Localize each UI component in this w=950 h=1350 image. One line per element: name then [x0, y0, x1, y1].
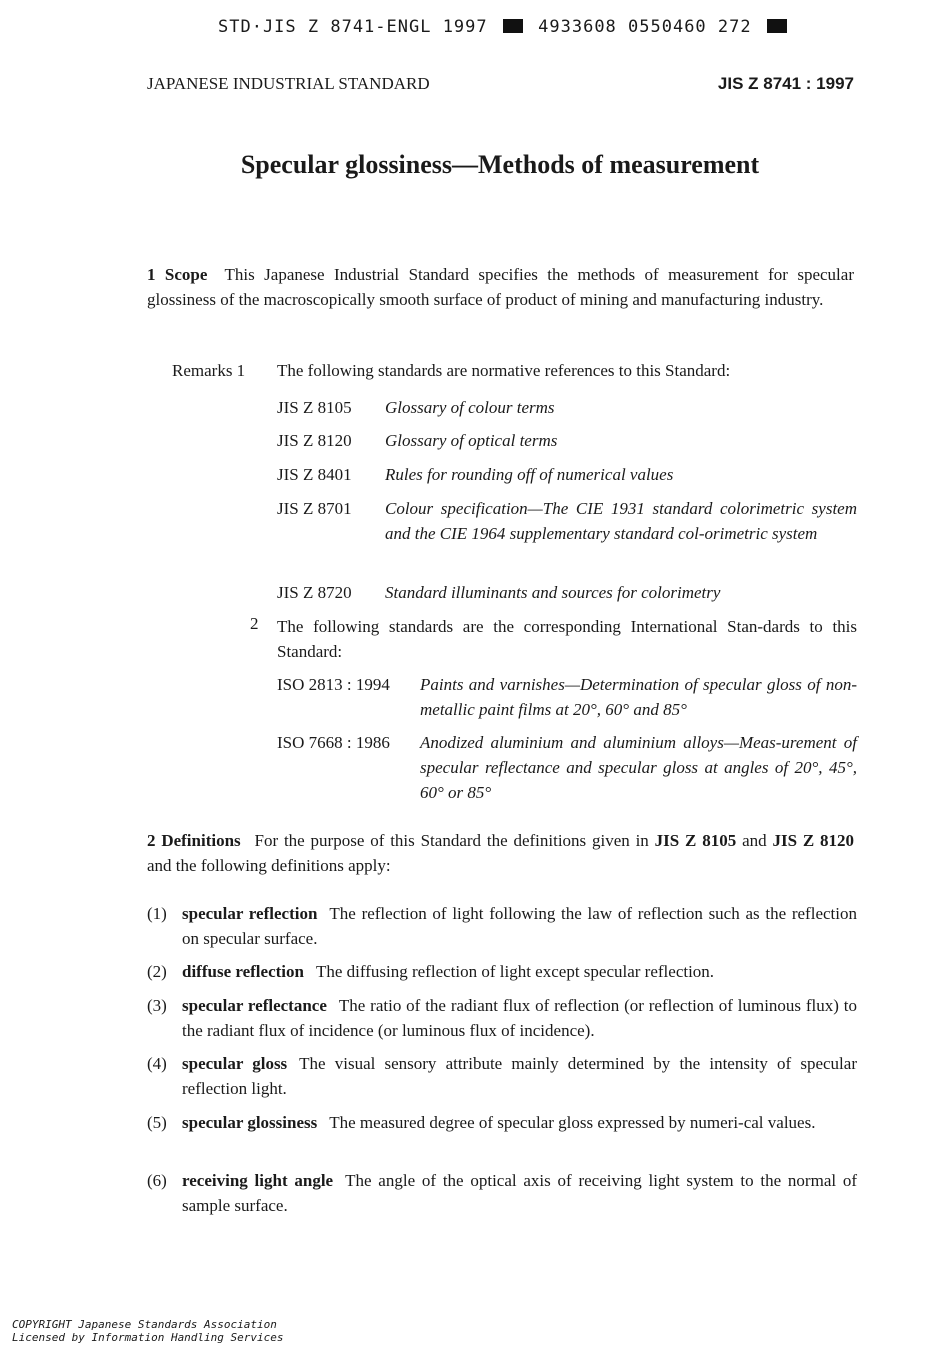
definition-text: The diffusing reflection of light except specular reflection.: [315, 962, 715, 981]
reference-title: Glossary of optical terms: [385, 431, 558, 450]
definitions-heading: 2 Definitions: [147, 831, 241, 850]
iso-title: Anodized aluminium and aluminium alloys—Meas-urement of specular reflectance and specular gloss at angles of 20°, 45°, 60° or 85°: [420, 733, 857, 802]
definition-item: [147, 901, 857, 951]
definitions-ref-a: JIS Z 8105: [654, 831, 737, 850]
remarks-2-text: The following standards are the corresponding International Stan-dards to this Standard:: [277, 617, 857, 661]
definition-term: specular glossiness: [182, 1113, 318, 1132]
definition-item: [147, 1168, 857, 1218]
stamp-block-2: [767, 19, 787, 33]
definition-term: specular gloss: [182, 1054, 288, 1073]
definition-term: specular reflectance: [182, 996, 327, 1015]
definition-text: The measured degree of specular gloss expressed by numeri-cal values.: [329, 1113, 816, 1132]
reference-title: Glossary of colour terms: [385, 398, 555, 417]
reference-code: JIS Z 8401: [277, 465, 352, 484]
footer-line-2: Licensed by Information Handling Services: [12, 1331, 284, 1344]
definition-term: receiving light angle: [182, 1171, 334, 1190]
definition-number: (1): [147, 904, 167, 923]
header-standard-label: JAPANESE INDUSTRIAL STANDARD: [147, 74, 430, 93]
definition-text: The ratio of the radiant flux of reflection (or reflection of luminous flux) to the radiant flux of incidence (or luminous flux of incidence).: [182, 996, 857, 1040]
definitions-intro-b: and: [742, 831, 767, 850]
iso-code: ISO 7668 : 1986: [277, 733, 390, 752]
reference-code: JIS Z 8105: [277, 398, 352, 417]
reference-code: JIS Z 8720: [277, 583, 352, 602]
remarks-1-text: The following standards are normative references to this Standard:: [277, 361, 731, 380]
definition-item: [147, 1110, 857, 1135]
reference-code: JIS Z 8120: [277, 431, 352, 450]
page-title: Specular glossiness—Methods of measurement: [240, 150, 760, 179]
remarks-2-number: 2: [250, 614, 259, 633]
reference-title: Standard illuminants and sources for colorimetry: [385, 583, 721, 602]
definition-number: (6): [147, 1171, 167, 1190]
iso-title: Paints and varnishes—Determination of specular gloss of non-metallic paint films at 20°, 60° and 85°: [420, 675, 857, 719]
definitions-ref-b: JIS Z 8120: [772, 831, 855, 850]
definition-term: specular reflection: [182, 904, 318, 923]
definition-number: (3): [147, 996, 167, 1015]
definitions-intro-c: and the following definitions apply:: [147, 856, 391, 875]
stamp-left: STD·JIS Z 8741-ENGL 1997: [218, 17, 488, 37]
definition-item: [147, 993, 857, 1043]
definition-item: [147, 959, 857, 984]
section-scope: [147, 262, 854, 312]
stamp-middle: 4933608 0550460 272: [538, 17, 752, 37]
definition-number: (2): [147, 962, 167, 981]
iso-code: ISO 2813 : 1994: [277, 675, 390, 694]
header-standard-number: JIS Z 8741 : 1997: [717, 74, 854, 93]
scope-heading: 1 Scope: [147, 265, 208, 284]
copyright-footer: [12, 1318, 284, 1344]
definition-term: diffuse reflection: [182, 962, 304, 981]
definitions-intro-a: For the purpose of this Standard the definitions given in: [254, 831, 649, 850]
definition-text: The visual sensory attribute mainly determined by the intensity of specular reflection light.: [182, 1054, 857, 1098]
definition-number: (5): [147, 1113, 167, 1132]
definition-item: [147, 1051, 857, 1101]
scope-text: This Japanese Industrial Standard specifies the methods of measurement for specular glossiness of the macroscopically smooth surface of product of mining and manufacturing industry.: [147, 265, 854, 309]
stamp-block-1: [503, 19, 523, 33]
reference-code: JIS Z 8701: [277, 499, 352, 518]
definition-text: The reflection of light following the law of reflection such as the reflection on specular surface.: [182, 904, 857, 948]
remarks-label: Remarks 1: [172, 361, 246, 380]
section-definitions: [147, 828, 854, 878]
footer-line-1: COPYRIGHT Japanese Standards Association: [12, 1318, 277, 1331]
document-stamp: [218, 17, 791, 37]
definition-number: (4): [147, 1054, 167, 1073]
definition-text: The angle of the optical axis of receiving light system to the normal of sample surface.: [182, 1171, 858, 1215]
reference-title: Colour specification—The CIE 1931 standard colorimetric system and the CIE 1964 supplementary standard col-orimetric system: [385, 499, 857, 543]
reference-title: Rules for rounding off of numerical values: [385, 465, 674, 484]
